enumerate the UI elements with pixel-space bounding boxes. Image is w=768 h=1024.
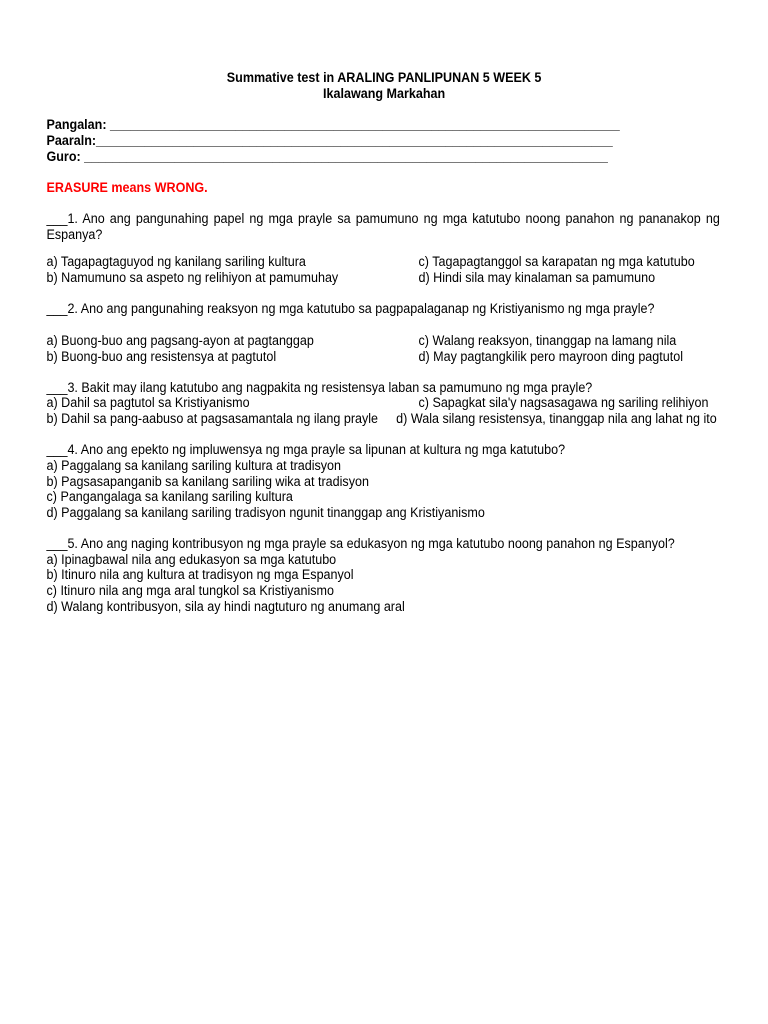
question-5-choice-c: c) Itinuro nila ang mga aral tungkol sa Kristiyanismo bbox=[46, 583, 335, 598]
teacher-field: Guro: ___________________________________________________________________________ bbox=[46, 149, 608, 164]
question-3-choice-a: a) Dahil sa pagtutol sa Kristiyanismo bbox=[46, 395, 250, 410]
question-2-choice-c: c) Walang reaksyon, tinanggap na lamang nila bbox=[418, 333, 677, 348]
erasure-notice: ERASURE means WRONG. bbox=[46, 180, 208, 195]
page-title: Summative test in ARALING PANLIPUNAN 5 WEEK 5 bbox=[226, 70, 542, 85]
question-3-choice-c: c) Sapagkat sila'y nagsasagawa ng sariling relihiyon bbox=[418, 395, 709, 410]
question-1-stem: ___1. Ano ang pangunahing papel ng mga prayle sa pamumuno ng mga katutubo noong panahon ng pananakop ng Espanya? bbox=[46, 211, 720, 242]
question-5-choice-b: b) Itinuro nila ang kultura at tradisyon ng mga Espanyol bbox=[46, 567, 354, 582]
question-4-choice-c: c) Pangangalaga sa kanilang sariling kultura bbox=[46, 489, 293, 504]
page-subtitle: Ikalawang Markahan bbox=[323, 86, 446, 101]
question-5-stem: ___5. Ano ang naging kontribusyon ng mga prayle sa edukasyon ng mga katutubo noong panahon ng Espanyol? bbox=[46, 536, 675, 551]
question-5-choice-d: d) Walang kontribusyon, sila ay hindi nagtuturo ng anumang aral bbox=[46, 599, 405, 614]
question-4-stem: ___4. Ano ang epekto ng impluwensya ng mga prayle sa lipunan at kultura ng mga katutubo? bbox=[46, 442, 566, 457]
question-1-choice-a: a) Tagapagtaguyod ng kanilang sariling kultura bbox=[46, 254, 306, 269]
name-field: Pangalan: _________________________________________________________________________ bbox=[46, 117, 620, 132]
question-1-choice-b: b) Namumuno sa aspeto ng relihiyon at pamumuhay bbox=[46, 270, 339, 285]
question-3-choice-d: d) Wala silang resistensya, tinanggap nila ang lahat ng ito bbox=[396, 411, 717, 426]
question-4-choice-b: b) Pagsasapanganib sa kanilang sariling wika at tradisyon bbox=[46, 474, 369, 489]
question-1-choice-c: c) Tagapagtanggol sa karapatan ng mga katutubo bbox=[418, 254, 695, 269]
question-2-choice-a: a) Buong-buo ang pagsang-ayon at pagtanggap bbox=[46, 333, 314, 348]
question-4-choice-d: d) Paggalang sa kanilang sariling tradisyon ngunit tinanggap ang Kristiyanismo bbox=[46, 505, 485, 520]
question-2-choice-d: d) May pagtangkilik pero mayroon ding pagtutol bbox=[418, 349, 684, 364]
question-2-choice-b: b) Buong-buo ang resistensya at pagtutol bbox=[46, 349, 277, 364]
question-5-choice-a: a) Ipinagbawal nila ang edukasyon sa mga katutubo bbox=[46, 552, 337, 567]
question-3-stem: ___3. Bakit may ilang katutubo ang nagpakita ng resistensya laban sa pamumuno ng mga prayle? bbox=[46, 380, 593, 395]
question-4-choice-a: a) Paggalang sa kanilang sariling kultura at tradisyon bbox=[46, 458, 342, 473]
question-3-choice-b: b) Dahil sa pang-aabuso at pagsasamantala ng ilang prayle bbox=[46, 411, 379, 426]
question-1-choice-d: d) Hindi sila may kinalaman sa pamumuno bbox=[418, 270, 656, 285]
question-2-stem: ___2. Ano ang pangunahing reaksyon ng mga katutubo sa pagpapalaganap ng Kristiyanismo ng mga prayle? bbox=[46, 301, 655, 316]
school-field: Paaraln:__________________________________________________________________________ bbox=[46, 133, 613, 148]
